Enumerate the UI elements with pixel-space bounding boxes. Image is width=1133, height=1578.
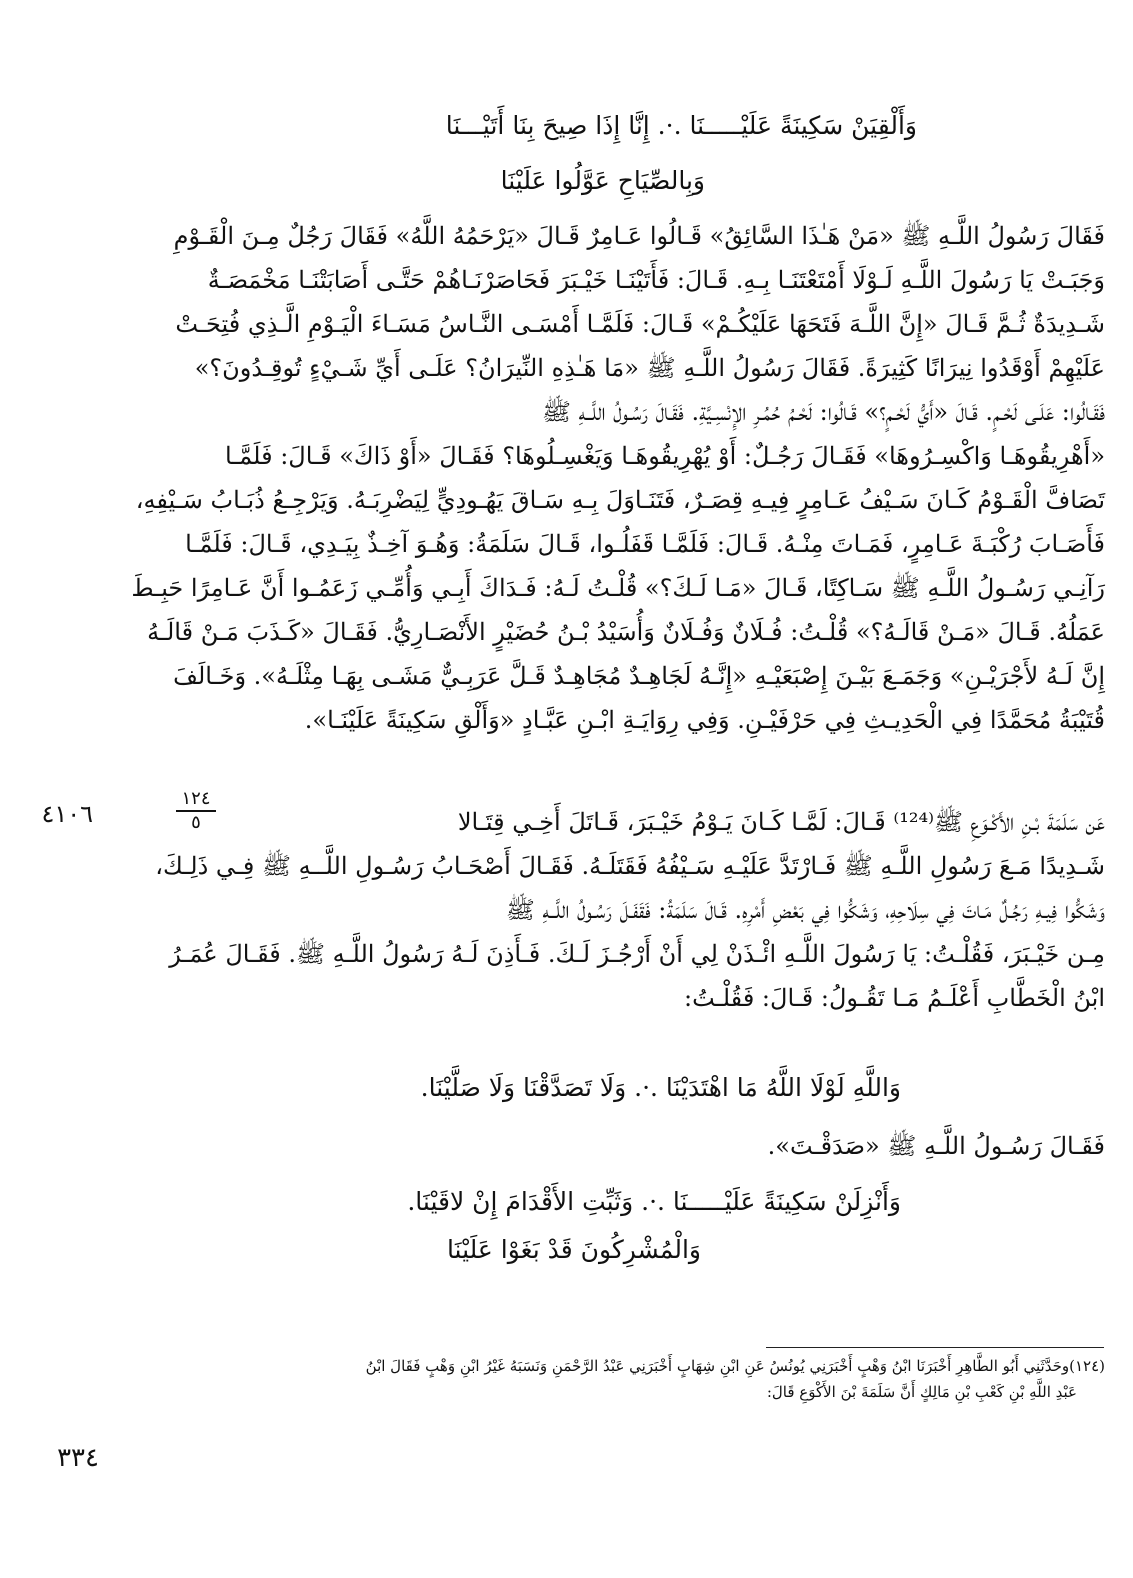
footnote-line: عَبْدِ اللَّهِ بْنِ كَعْبِ بْنِ مَالِكٍ أَنَّ سَلَمَةَ بْنَ الأَكْوَعِ قَالَ: [766, 1383, 1077, 1401]
verse-line: وَأَنْزِلَنْ سَكِينَةً عَلَيْـــــنَا .·. وَثَبِّتِ الأَقْدَامَ إِنْ لاقَيْنَا. [407, 1187, 901, 1216]
text-line: عَلَيْهِمْ أَوْقَدُوا نِيرَانًا كَثِيرَةً. فَقَالَ رَسُولُ اللَّـهِ ﷺ «مَا هَـٰذِهِ النِّيرَانُ؟ عَلَـى أَيِّ شَـيْءٍ تُوقِـدُونَ؟» [194, 354, 1105, 382]
text-line: عَن سَلَمَةَ بْـنِ الأَكْـوَعِ ﷺ⁽¹²⁴⁾ قَـالَ: لَمَّـا كَـانَ يَـوْمُ خَيْـبَرَ، قَـاتَلَ أَخِـي قِتَـالا [457, 808, 1105, 836]
text-line: شَـدِيدَةٌ ثُـمَّ قَـالَ «إِنَّ اللَّـهَ فَتَحَهَا عَلَيْكُـمْ» قَـالَ: فَلَمَّـا أَمْسَـى النَّـاسُ مَسَـاءَ الْيَـوْمِ الَّـذِي فُتِحَـتْ [175, 310, 1105, 338]
text-line: فَأَصَـابَ رُكْبَـةَ عَـامِرٍ، فَمَـاتَ مِنْـهُ. قَـالَ: فَلَمَّـا قَفَلُـوا، قَـالَ سَلَمَةُ: وَهُـوَ آخِـذٌ بِيَـدِي، قَـالَ: فَلَمَّـا [185, 530, 1105, 558]
verse-line: وَاللَّهِ لَوْلَا اللَّهُ مَا اهْتَدَيْنَا .·. وَلَا تَصَدَّقْنَا وَلَا صَلَّيْنَا. [420, 1073, 901, 1102]
text-line: قُتَيْبَةُ مُحَمَّدًا فِي الْحَدِيـثِ فِي حَرْفَيْـنِ. وَفِي رِوَايَـةِ ابْـنِ عَبَّـادٍ «وَأَلْقِ سَكِينَةً عَلَيْنَـا». [304, 706, 1105, 734]
footnote-line: (١٢٤)وحَدَّثَنِي أَبُو الطَّاهِرِ أَخْبَرَنَا ابْنُ وَهْبٍ أَخْبَرَنِي يُونُسُ عَنِ ابْنِ شِهَابٍ أَخْبَرَنِي عَبْدُ الرَّحْمَنِ وَنَسَبَهُ غَيْرُ ابْنِ وَهْبٍ فَقَالَ ابْنُ [365, 1357, 1105, 1375]
text-line: ابْنُ الْخَطَّابِ أَعْلَـمُ مَـا تَقُـولُ: قَـالَ: فَقُلْـتُ: [684, 984, 1105, 1012]
text-line: وَجَبَـتْ يَا رَسُولَ اللَّـهِ لَـوْلَا أَمْتَعْتَنَـا بِـهِ. قَـالَ: فَأَتَيْنَـا خَيْـبَرَ فَحَاصَرْنَـاهُمْ حَتَّـى أَصَابَتْنَـا مَخْمَصَـةٌ [207, 266, 1105, 294]
fraction-denominator: ٥ [191, 812, 201, 833]
hadith-number: ٤١٠٦ [41, 800, 93, 828]
text-line: شَـدِيدًا مَـعَ رَسُولِ اللَّـهِ ﷺ فَـارْتَدَّ عَلَيْـهِ سَـيْفُهُ فَقَتَلَـهُ. فَقَـالَ أَصْحَـابُ رَسُـولِ اللَّــهِ ﷺ فِـي ذَلِـكَ، [155, 852, 1105, 880]
page-number: ٣٣٤ [57, 1443, 99, 1473]
text-line: وَشَكُّوا فِيـهِ رَجُـلٌ مَـاتَ فِي سِلَاحِهِ، وَشَكُّوا فِي بَعْضِ أَمْرِهِ. قَـالَ سَلَمَةُ: فَقَفَـلَ رَسُـولُ اللَّــهِ ﷺ [505, 896, 1105, 924]
text-line: إِنَّ لَـهُ لأَجْرَيْـنِ» وَجَمَـعَ بَيْـنَ إِصْبَعَيْـهِ «إِنَّـهُ لَجَاهِـدٌ مُجَاهِـدٌ قَـلَّ عَرَبِـيٌّ مَشَـى بِهَـا مِثْلَـهُ». وَخَـالَفَ [173, 662, 1105, 690]
fraction-numerator: ١٢٤ [176, 790, 216, 812]
verse-line: وَالْمُشْرِكُونَ قَدْ بَغَوْا عَلَيْنَا [446, 1235, 701, 1264]
text-line: رَآنِـي رَسُـولُ اللَّـهِ ﷺ سَـاكِتًا، قَـالَ «مَـا لَـكَ؟» قُلْـتُ لَـهُ: فَـدَاكَ أَبِـي وَأُمِّـي زَعَمُـوا أَنَّ عَـامِرًا حَبِـطَ [131, 574, 1105, 602]
verse-line: وَأَلْقِيَنْ سَكِينَةً عَلَيْـــــنَا .·. إِنَّا إِذَا صِيحَ بِنَا أَتَيْـــنَا [445, 111, 917, 140]
text-line: «أَهْرِيقُوهَـا وَاكْسِـرُوهَا» فَقَـالَ رَجُـلٌ: أَوْ يُهْرِيقُوهَـا وَيَغْسِـلُوهَا؟ فَقَـالَ «أَوْ ذَاكَ» قَـالَ: فَلَمَّـا [224, 442, 1105, 470]
text-line: فَقَـالُوا: عَلَـى لَحْـمٍ. قَـالَ «أَيُّ لَحْـمٍ؟» قَـالُوا: لَحْـمُ حُمُـرِ الإِنْسِـيَّةِ. فَقَـالَ رَسُـولُ اللَّــهِ ﷺ [542, 398, 1105, 426]
text-line: تَصَافَّ الْقَـوْمُ كَـانَ سَـيْفُ عَـامِرٍ فِيـهِ قِصَـرٌ، فَتَنَـاوَلَ بِـهِ سَـاقَ يَهُـودِيٍّ لِيَضْرِبَـهُ. وَيَرْجِـعُ ذُبَـابُ سَـيْفِهِ، [135, 486, 1105, 514]
footnote-divider [766, 1347, 1104, 1348]
text-line: مِـن خَيْـبَرَ، فَقُلْـتُ: يَا رَسُولَ اللَّـهِ ائْـذَنْ لِي أَنْ أَرْجُـزَ لَـكَ. فَـأَذِنَ لَـهُ رَسُولُ اللَّـهِ ﷺ. فَقَـالَ عُمَـرُ [169, 940, 1105, 968]
text-line: فَقَـالَ رَسُـولُ اللَّـهِ ﷺ «صَدَقْـتَ». [767, 1132, 1105, 1160]
verse-line: وَبِالصِّيَاحِ عَوَّلُوا عَلَيْنَا [500, 166, 705, 195]
hadith-fraction [176, 790, 216, 832]
text-line: عَمَلُهُ. قَـالَ «مَـنْ قَالَـهُ؟» قُلْـتُ: فُـلَانٌ وَفُـلَانٌ وَأُسَيْدُ بْـنُ حُضَيْرٍ الأَنْصَـارِيُّ. فَقَـالَ «كَـذَبَ مَـنْ قَالَـهُ [147, 618, 1105, 646]
text-line: فَقَالَ رَسُولُ اللَّـهِ ﷺ «مَنْ هَـٰذَا السَّائِقُ» قَـالُوا عَـامِرٌ قَـالَ «يَرْحَمُهُ اللَّهُ» فَقَالَ رَجُلٌ مِـنَ الْقَـوْمِ [173, 222, 1105, 250]
